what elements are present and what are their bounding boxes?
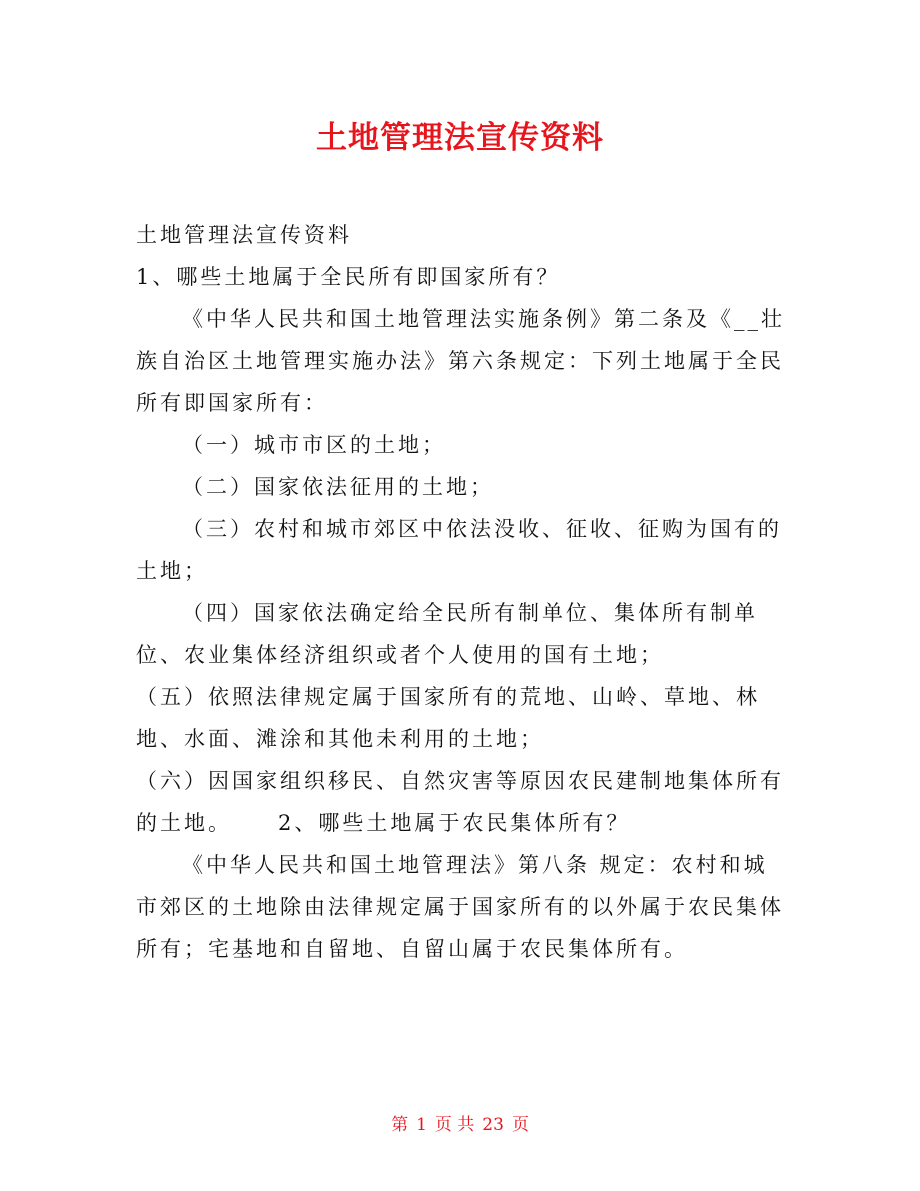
footer-middle: 页 共 (434, 1115, 475, 1135)
document-title: 土地管理法宣传资料 (316, 120, 604, 156)
footer-total-pages: 23 (482, 1115, 504, 1135)
list-item-5: （五）依照法律规定属于国家所有的荒地、山岭、草地、林地、水面、滩涂和其他未利用的土地； (136, 685, 760, 751)
list-item-2: （二）国家依法征用的土地； (182, 475, 494, 499)
list-item-6-with-question-2 (136, 760, 788, 844)
footer-page-number: 1 (416, 1115, 427, 1135)
document-body (136, 214, 788, 970)
document-subtitle: 土地管理法宣传资料 (136, 223, 352, 247)
question-1: 1、哪些土地属于全民所有即国家所有？ (136, 265, 561, 289)
paragraph-2: 《中华人民共和国土地管理法》第八条 规定：农村和城市郊区的土地除由法律规定属于国家所有的以外属于农民集体所有；宅基地和自留地、自留山属于农民集体所有。 (136, 853, 784, 961)
page-footer (0, 1113, 920, 1137)
list-item-3: （三）农村和城市郊区中依法没收、征收、征购为国有的土地； (136, 517, 782, 583)
paragraph-1: 《中华人民共和国土地管理法实施条例》第二条及《__壮族自治区土地管理实施办法》第六条规定：下列土地属于全民所有即国家所有： (136, 307, 785, 415)
footer-suffix: 页 (511, 1115, 529, 1135)
list-item-4: （四）国家依法确定给全民所有制单位、集体所有制单位、农业集体经济组织或者个人使用的国有土地； (136, 601, 758, 667)
list-item-6: （六）因国家组织移民、自然灾害等原因农民建制地集体所有的土地。 (136, 769, 784, 835)
question-2: 2、哪些土地属于农民集体所有？ (278, 811, 631, 835)
list-item-1: （一）城市市区的土地； (182, 433, 446, 457)
footer-prefix: 第 (391, 1115, 409, 1135)
